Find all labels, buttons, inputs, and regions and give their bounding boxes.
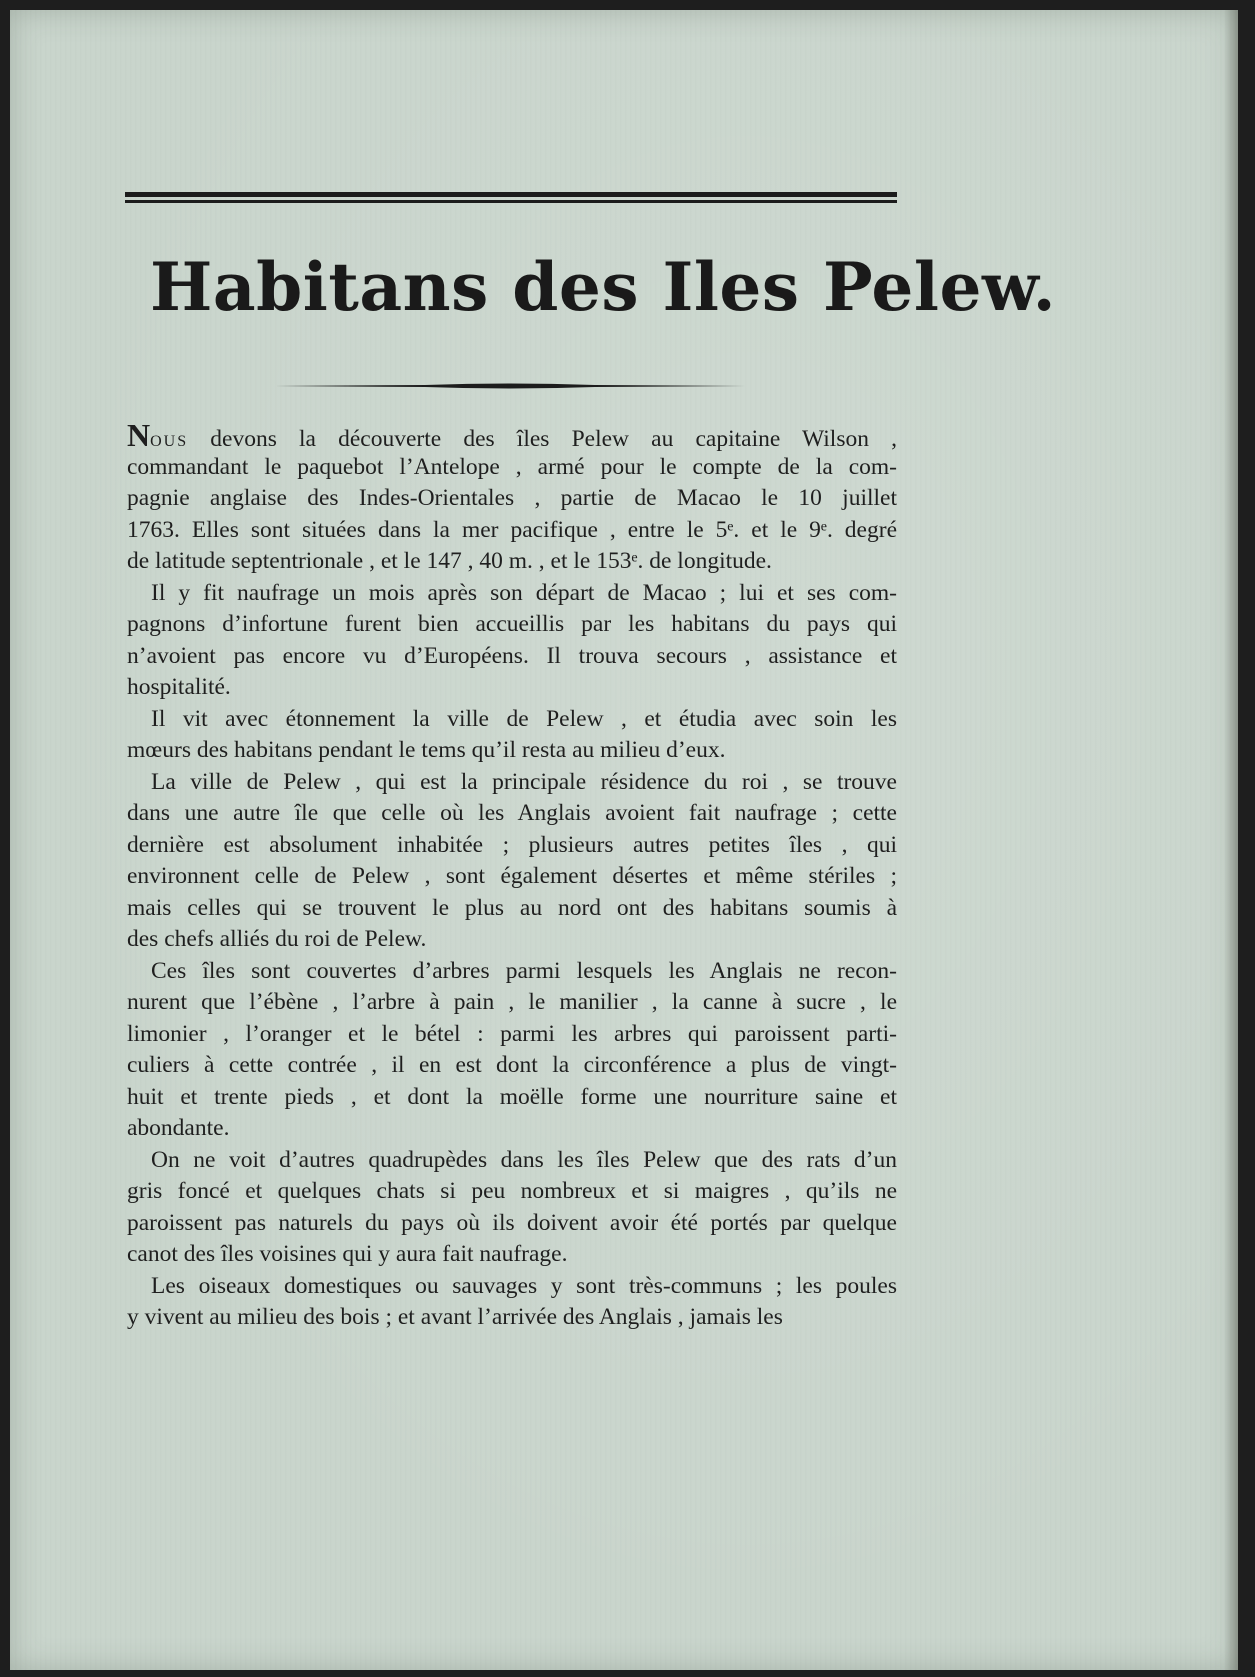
text-line: commandant le paquebot l’Antelope , armé pour le compte de la com- [127, 453, 897, 480]
text-line: pagnons d’infortune furent bien accueillis par les habitans du pays qui [127, 611, 897, 637]
text-line: canot des îles voisines qui y aura fait naufrage. [127, 1241, 568, 1267]
ornamental-rule [275, 382, 745, 390]
text-line: paroissent pas naturels du pays où ils doivent avoir été portés par quelque [127, 1209, 897, 1236]
text-line: de latitude septentrionale , et le 147 , 40 m. , et le 153ᵉ. de longitude. [127, 548, 772, 574]
text-line: hospitalité. [127, 674, 231, 700]
text-line: dans une autre île que celle où les Anglais avoient fait naufrage ; cette [127, 800, 897, 826]
text-line: y vivent au milieu des bois ; et avant l’arrivée des Anglais , jamais les [127, 1304, 783, 1330]
text-line: n’avoient pas encore vu d’Européens. Il trouva secours , assistance et [127, 642, 897, 669]
text-line: pagnie anglaise des Indes-Orientales , partie de Macao le 10 juillet [127, 485, 897, 511]
text-line: gris foncé et quelques chats si peu nombreux et si maigres , qu’ils ne [127, 1178, 897, 1204]
double-rule-top [125, 192, 897, 203]
text-line: Les oiseaux domestiques ou sauvages y sont très-communs ; les poules [151, 1272, 897, 1299]
text-line: On ne voit d’autres quadrupèdes dans les îles Pelew que des rats d’un [151, 1146, 897, 1173]
text-line: Ces îles sont couvertes d’arbres parmi lesquels les Anglais ne recon- [151, 957, 897, 984]
text-line: des chefs alliés du roi de Pelew. [127, 926, 427, 952]
first-line-text: devons la découverte des îles Pelew au capitaine Wilson , [188, 426, 897, 452]
text-line: limonier , l’oranger et le bétel : parmi les arbres qui paroissent parti- [127, 1020, 897, 1047]
text-line: environnent celle de Pelew , sont également désertes et même stériles ; [127, 863, 897, 889]
dropcap: N [127, 420, 151, 452]
page-edge-shadow [1224, 10, 1238, 1670]
text-line: Il y fit naufrage un mois après son départ de Macao ; lui et ses com- [151, 579, 897, 606]
book-page [10, 10, 1238, 1670]
text-line: nurent que l’ébène , l’arbre à pain , le manilier , la canne à sucre , le [127, 989, 897, 1015]
text-line: 1763. Elles sont situées dans la mer pacifique , entre le 5ᵉ. et le 9ᵉ. degré [127, 516, 897, 543]
text-line: Il vit avec étonnement la ville de Pelew , et étudia avec soin les [151, 705, 897, 732]
text-line: culiers à cette contrée , il en est dont la circonférence a plus de vingt- [127, 1052, 897, 1078]
text-line: mais celles qui se trouvent le plus au nord ont des habitans soumis à [127, 894, 897, 921]
first-line [127, 420, 897, 452]
text-line: abondante. [127, 1115, 230, 1141]
body-text [127, 420, 897, 1334]
text-line: mœurs des habitans pendant le tems qu’il resta au milieu d’eux. [127, 737, 726, 763]
page-title: Habitans des Iles Pelew. [150, 248, 1057, 326]
text-line: huit et trente pieds , et dont la moëlle forme une nourriture saine et [127, 1083, 897, 1110]
smallcaps-word: ous [150, 426, 189, 452]
text-line: dernière est absolument inhabitée ; plusieurs autres petites îles , qui [127, 831, 897, 858]
text-line: La ville de Pelew , qui est la principale résidence du roi , se trouve [151, 768, 897, 795]
